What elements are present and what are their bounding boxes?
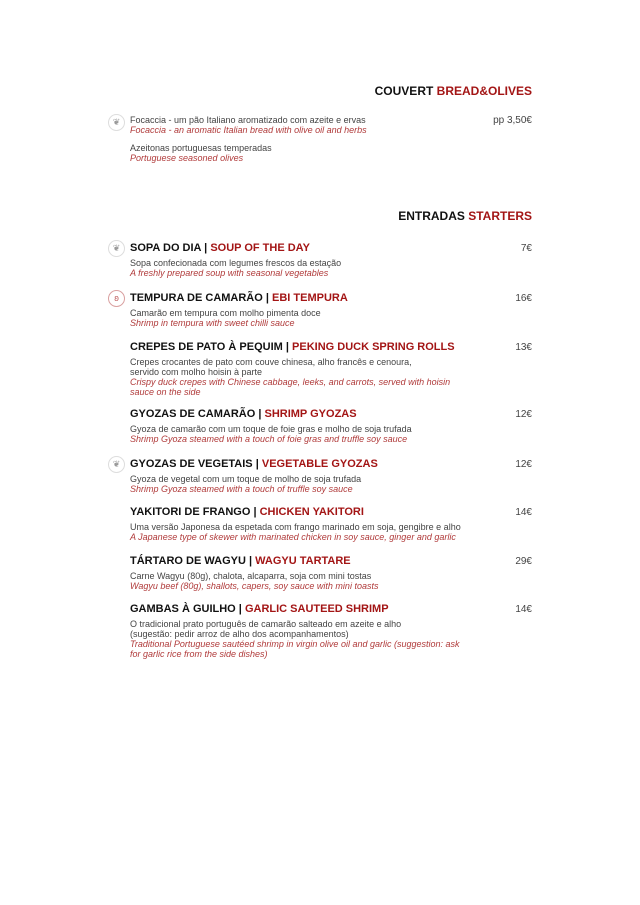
- item-title: [130, 340, 532, 354]
- item-desc-en: Shrimp Gyoza steamed with a touch of foie gras and truffle soy sauce: [130, 434, 408, 444]
- shellfish-icon: ʚ: [108, 290, 125, 307]
- item-desc-en: A Japanese type of skewer with marinated chicken in soy sauce, ginger and garlic: [130, 532, 456, 542]
- item-name-en: CHICKEN YAKITORI: [259, 506, 364, 518]
- item-desc-en: Crispy duck crepes with Chinese cabbage, leeks, and carrots, served with hoisin sauce on the side: [130, 377, 451, 397]
- title-en: BREAD&OLIVES: [436, 84, 532, 98]
- item-desc-pt: Gyoza de camarão com um toque de foie gras e molho de soja trufada: [130, 424, 412, 434]
- item-desc-en: Portuguese seasoned olives: [130, 153, 244, 163]
- separator: |: [262, 292, 273, 304]
- item-name-en: GARLIC SAUTEED SHRIMP: [244, 603, 389, 615]
- separator: |: [282, 341, 293, 353]
- separator: |: [245, 555, 256, 567]
- item-title: [130, 407, 532, 421]
- menu-item: [112, 241, 532, 278]
- item-title: [130, 291, 532, 305]
- menu-item: [114, 291, 532, 328]
- couvert-item: [130, 143, 532, 163]
- vegetarian-leaf-icon: ❦: [108, 456, 125, 473]
- menu-item: [130, 554, 532, 591]
- item-name-pt: GAMBAS À GUILHO: [130, 603, 236, 615]
- item-desc-en: Shrimp in tempura with sweet chilli sauce: [130, 318, 295, 328]
- separator: |: [252, 458, 262, 470]
- item-desc-en: A freshly prepared soup with seasonal vegetables: [130, 268, 329, 278]
- title-pt: COUVERT: [374, 84, 434, 98]
- vegetarian-leaf-icon: ❦: [108, 114, 125, 131]
- item-price: 14€: [515, 604, 532, 615]
- menu-item: [130, 407, 532, 444]
- item-desc-pt: Camarão em tempura com molho pimenta doce: [130, 308, 321, 318]
- vegetarian-leaf-icon: ❦: [108, 240, 125, 257]
- item-desc-pt: Azeitonas portuguesas temperadas: [130, 143, 272, 153]
- section-title-couvert: [375, 84, 532, 98]
- item-name-en: PEKING DUCK SPRING ROLLS: [292, 341, 455, 353]
- item-name-en: SOUP OF THE DAY: [210, 242, 310, 254]
- menu-item: [112, 457, 532, 494]
- title-en: STARTERS: [468, 209, 532, 223]
- item-name-en: EBI TEMPURA: [272, 292, 348, 304]
- item-name-pt: CREPES DE PATO À PEQUIM: [130, 341, 283, 353]
- couvert-item: [112, 115, 532, 135]
- item-price: 16€: [515, 293, 532, 304]
- item-name-pt: GYOZAS DE CAMARÃO: [130, 408, 256, 420]
- item-name-en: VEGETABLE GYOZAS: [261, 458, 378, 470]
- item-name-pt: GYOZAS DE VEGETAIS: [130, 458, 253, 470]
- item-name-en: SHRIMP GYOZAS: [264, 408, 357, 420]
- item-name-pt: TEMPURA DE CAMARÃO: [130, 292, 263, 304]
- item-desc-en: Traditional Portuguese sautéed shrimp in virgin olive oil and garlic (suggestion: ask for garlic rice from the side dishes): [130, 639, 460, 659]
- item-desc-pt: O tradicional prato português de camarão salteado em azeite e alho (sugestão: pedir arroz de alho dos acompanhamentos): [130, 619, 402, 639]
- menu-item: [130, 602, 532, 659]
- item-name-pt: YAKITORI DE FRANGO: [130, 506, 251, 518]
- item-price: 13€: [515, 342, 532, 353]
- item-name-pt: SOPA DO DIA: [130, 242, 202, 254]
- separator: |: [235, 603, 245, 615]
- item-desc-pt: Focaccia - um pão Italiano aromatizado com azeite e ervas: [130, 115, 366, 125]
- item-price: 12€: [515, 459, 532, 470]
- separator: |: [250, 506, 260, 518]
- item-desc-en: Wagyu beef (80g), shallots, capers, soy sauce with mini toasts: [130, 581, 379, 591]
- separator: |: [255, 408, 265, 420]
- item-title: [130, 457, 532, 471]
- item-price: 29€: [515, 556, 532, 567]
- item-price: pp 3,50€: [493, 115, 532, 126]
- item-price: 12€: [515, 409, 532, 420]
- item-name-pt: TÁRTARO DE WAGYU: [130, 555, 246, 567]
- item-price: 14€: [515, 507, 532, 518]
- item-desc-pt: Crepes crocantes de pato com couve chinesa, alho francês e cenoura, servido com molho hoisin à parte: [130, 357, 412, 377]
- item-name-en: WAGYU TARTARE: [255, 555, 351, 567]
- section-title-entradas: [398, 209, 532, 223]
- item-desc-en: Shrimp Gyoza steamed with a touch of truffle soy sauce: [130, 484, 353, 494]
- menu-item: [130, 340, 532, 397]
- item-price: 7€: [520, 243, 532, 254]
- item-title: [130, 505, 532, 519]
- item-desc-pt: Gyoza de vegetal com um toque de molho de soja trufada: [130, 474, 362, 484]
- item-desc-pt: Uma versão Japonesa da espetada com frango marinado em soja, gengibre e alho: [130, 522, 461, 532]
- item-title: [130, 241, 532, 255]
- item-title: [130, 602, 532, 616]
- item-desc-pt: Sopa confecionada com legumes frescos da estação: [130, 258, 342, 268]
- item-title: [130, 554, 532, 568]
- title-pt: ENTRADAS: [398, 209, 465, 223]
- item-desc-en: Focaccia - an aromatic Italian bread with olive oil and herbs: [130, 125, 367, 135]
- separator: |: [201, 242, 211, 254]
- item-desc-pt: Carne Wagyu (80g), chalota, alcaparra, soja com mini tostas: [130, 571, 372, 581]
- menu-item: [130, 505, 532, 542]
